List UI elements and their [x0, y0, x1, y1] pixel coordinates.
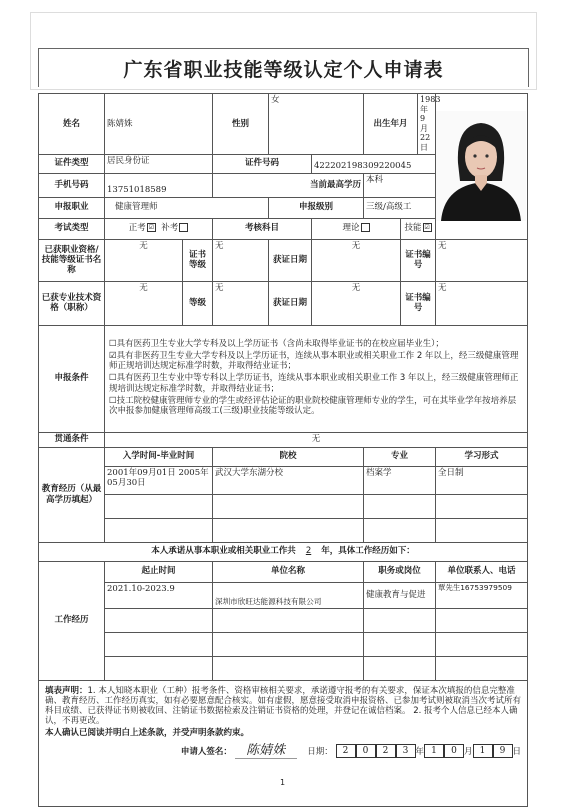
edu-label: 当前最高学历 — [213, 173, 364, 197]
work-empty-cell[interactable] — [213, 632, 364, 656]
condition-item[interactable]: ☐具有医药卫生专业中等专科以上学历证书，连续从事本职业或相关职业工作 3 年以上，经三级健康管理师正规培训达规定标准学时数，并取得结业证书； — [109, 373, 519, 394]
edu-header-school: 院校 — [213, 447, 364, 466]
prior-cert-value[interactable]: 无 — [105, 239, 183, 281]
conditions-label: 申报条件 — [39, 325, 105, 432]
edu-major-cell[interactable]: 档案学 — [364, 466, 436, 494]
edu-empty-cell[interactable] — [213, 518, 364, 542]
work-header-contact: 单位联系人、电话 — [436, 561, 528, 582]
subject-theory-option — [312, 218, 401, 239]
work-header-position: 职务或岗位 — [364, 561, 436, 582]
work-empty-cell[interactable] — [364, 656, 436, 680]
year-label: 年 — [415, 746, 425, 757]
edu-empty-cell[interactable] — [213, 494, 364, 518]
work-empty-cell[interactable] — [105, 632, 213, 656]
edu-period-cell[interactable]: 2001年09月01日 2005年05月30日 — [105, 466, 213, 494]
prior-cert-level-value[interactable]: 无 — [213, 239, 269, 281]
level-value[interactable]: 三级/高级工 — [364, 197, 436, 218]
work-company-cell[interactable]: 深圳市欣旺达能源科技有限公司 — [213, 582, 364, 608]
gender-label: 性别 — [213, 94, 269, 155]
signature-row — [45, 743, 521, 760]
prior-title-value[interactable]: 无 — [105, 281, 183, 325]
prior-cert-label: 已获职业资格/技能等级证书名称 — [39, 239, 105, 281]
idno-value[interactable]: 422202198309220045 — [312, 154, 436, 173]
subject-theory-text: 理论 — [342, 223, 360, 234]
phone-value[interactable]: 13751018589 — [105, 173, 213, 197]
date-digit[interactable]: 1 — [424, 744, 444, 758]
education-label: 教育经历（从最高学历填起） — [39, 447, 105, 542]
date-digit[interactable]: 2 — [376, 744, 396, 758]
application-form — [38, 93, 528, 807]
conditions-list — [105, 325, 528, 432]
edu-value[interactable]: 本科 — [364, 173, 436, 197]
work-empty-cell[interactable] — [105, 608, 213, 632]
work-empty-cell[interactable] — [364, 608, 436, 632]
idtype-label: 证件类型 — [39, 154, 105, 173]
prior-title-level-value[interactable]: 无 — [213, 281, 269, 325]
work-empty-cell[interactable] — [436, 632, 528, 656]
prior-title-no-value[interactable]: 无 — [436, 281, 528, 325]
job-label: 申报职业 — [39, 197, 105, 218]
prior-title-no-label: 证书编号 — [401, 281, 436, 325]
gender-value[interactable]: 女 — [269, 94, 364, 155]
work-empty-cell[interactable] — [105, 656, 213, 680]
form-title: 广东省职业技能等级认定个人申请表 — [38, 48, 529, 87]
declaration-confirm: 本人确认已阅读并明白上述条款，并受声明条款约束。 — [45, 728, 250, 739]
prior-cert-date-value[interactable]: 无 — [312, 239, 401, 281]
edu-header-period: 入学时间-毕业时间 — [105, 447, 213, 466]
declaration-head: 填表声明： — [45, 685, 88, 696]
prior-title-label: 已获专业技术资格（职称） — [39, 281, 105, 325]
sign-label: 申请人签名： — [180, 746, 232, 757]
day-label: 日 — [512, 746, 522, 757]
subject-skill-text: 技能 — [404, 223, 422, 234]
commitment-text: 本人承诺从事本职业或相关职业工作共 — [151, 546, 296, 557]
prior-title-level-label: 等级 — [183, 281, 213, 325]
page-number: 1 — [279, 778, 286, 787]
guanche-label: 贯通条件 — [39, 432, 105, 447]
date-digit[interactable]: 2 — [336, 744, 356, 758]
work-empty-cell[interactable] — [364, 632, 436, 656]
job-value[interactable]: 健康管理师 — [105, 197, 269, 218]
exam-type-first: 正考 — [128, 223, 146, 234]
idno-label: 证件号码 — [213, 154, 312, 173]
date-digit[interactable]: 3 — [396, 744, 416, 758]
edu-empty-cell[interactable] — [364, 518, 436, 542]
date-digit[interactable]: 0 — [444, 744, 464, 758]
prior-cert-no-value[interactable]: 无 — [436, 239, 528, 281]
birth-value[interactable]: 1983年9月22日 — [418, 94, 436, 155]
phone-label: 手机号码 — [39, 173, 105, 197]
edu-header-major: 专业 — [364, 447, 436, 466]
month-label: 月 — [464, 746, 473, 757]
skill-checkbox[interactable]: ☑ — [424, 224, 430, 232]
guanche-value[interactable]: 无 — [105, 432, 528, 447]
commitment-tail: 年，具体工作经历如下： — [321, 546, 415, 557]
exam-type-second: 补考 — [161, 223, 179, 234]
name-value[interactable]: 陈婧姝 — [105, 94, 213, 155]
declaration-body: 1. 本人知晓本职业（工种）报考条件、资格审核相关要求，承诺遵守报考的有关要求，保证本次填报的信息完整准确、教育经历、工作经历真实，如有必要愿意配合核实。如有虚假，愿意接受取消申报资格、已参加考试则被取消当次考试所有科目成绩、已获得证书则被收回、注销证书数据检索及注销证书资格的处理，并登记在诚信档案。 2. 报考个人信息已经本人确认，不再更改。 — [45, 685, 522, 727]
prior-cert-no-label: 证书编号 — [401, 239, 436, 281]
condition-item[interactable]: ☐具有医药卫生专业大学专科及以上学历证书（含尚未取得毕业证书的在校应届毕业生）； — [109, 338, 444, 349]
retake-exam-checkbox[interactable] — [179, 223, 188, 232]
exam-type-options — [105, 218, 213, 239]
work-empty-cell[interactable] — [436, 608, 528, 632]
subject-label: 考核科目 — [213, 218, 312, 239]
exam-type-label: 考试类型 — [39, 218, 105, 239]
work-empty-cell[interactable] — [213, 608, 364, 632]
date-digit[interactable]: 0 — [356, 744, 376, 758]
theory-checkbox[interactable] — [361, 223, 370, 232]
prior-title-date-value[interactable]: 无 — [312, 281, 401, 325]
work-label: 工作经历 — [39, 561, 105, 680]
birth-label: 出生年月 — [364, 94, 418, 155]
name-label: 姓名 — [39, 94, 105, 155]
edu-empty-cell[interactable] — [364, 494, 436, 518]
declaration-text — [45, 686, 521, 727]
work-years[interactable]: 2 — [305, 546, 312, 557]
prior-title-date-label: 获证日期 — [269, 281, 312, 325]
work-period-cell[interactable]: 2021.10-2023.9 — [105, 582, 213, 608]
prior-cert-level-label: 证书等级 — [183, 239, 213, 281]
date-digit[interactable]: 1 — [473, 744, 493, 758]
declaration-block — [39, 680, 528, 806]
prior-cert-date-label: 获证日期 — [269, 239, 312, 281]
edu-empty-cell[interactable] — [105, 494, 213, 518]
edu-empty-cell[interactable] — [436, 494, 528, 518]
work-position-cell[interactable]: 健康教育与促进 — [364, 582, 436, 608]
work-empty-cell[interactable] — [436, 656, 528, 680]
signature[interactable]: 陈婧姝 — [235, 743, 297, 760]
condition-item[interactable]: ☐技工院校健康管理师专业的学生或经评估论证的职业院校健康管理师专业的学生，可在其毕业学年按培养层次申报参加健康管理师高级工(三级)职业技能等级认定。 — [109, 395, 517, 417]
work-header-period: 起止时间 — [105, 561, 213, 582]
edu-school-cell[interactable]: 武汉大学东湖分校 — [213, 466, 364, 494]
edu-form-cell[interactable]: 全日制 — [436, 466, 528, 494]
portrait-image — [436, 111, 526, 221]
level-label: 申报级别 — [269, 197, 364, 218]
applicant-photo — [436, 94, 528, 240]
subject-skill-option — [401, 218, 436, 239]
edu-header-form: 学习形式 — [436, 447, 528, 466]
edu-empty-cell[interactable] — [436, 518, 528, 542]
work-empty-cell[interactable] — [213, 656, 364, 680]
date-digit[interactable]: 9 — [493, 744, 513, 758]
work-commitment — [39, 542, 528, 561]
edu-empty-cell[interactable] — [105, 518, 213, 542]
first-exam-checkbox[interactable]: ☑ — [148, 224, 154, 232]
work-contact-cell[interactable]: 覃先生16753979509 — [436, 582, 528, 608]
work-header-company: 单位名称 — [213, 561, 364, 582]
condition-item[interactable]: ☑具有非医药卫生专业大学专科及以上学历证书，连续从事本职业或相关职业工作 2 年以上，经三级健康管理师正规培训达规定标准学时数，并取得结业证书； — [109, 351, 519, 372]
idtype-value[interactable]: 居民身份证 — [105, 154, 213, 173]
date-label: 日期： — [307, 746, 333, 757]
